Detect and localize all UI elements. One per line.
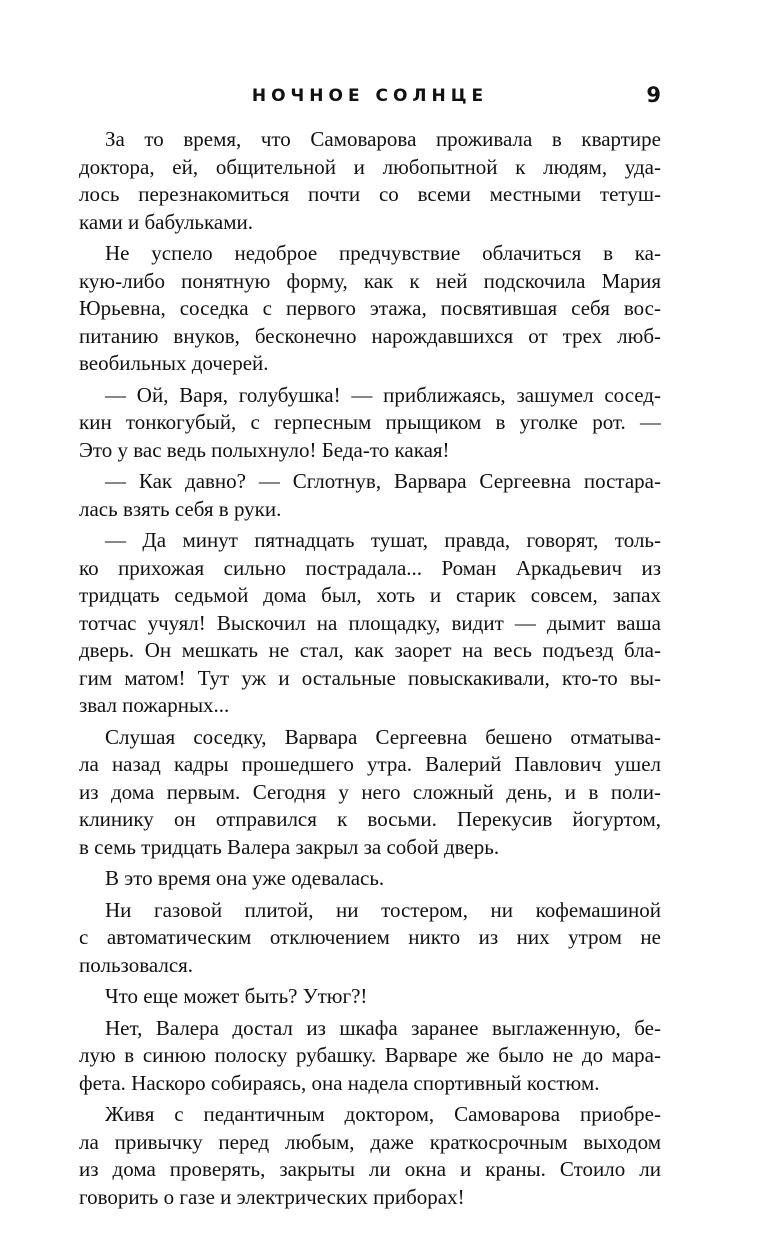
- text-line: ками и бабульками.: [79, 209, 253, 234]
- text-line: Юрьевна, соседка с первого этажа, посвятившая себя вос-: [79, 296, 661, 320]
- text-line: доктора, ей, общительной и любопытной к людям, уда-: [79, 154, 661, 179]
- paragraph: [79, 468, 661, 523]
- paragraph: [79, 382, 661, 465]
- text-line: из дома проверять, закрыты ли окна и краны. Стоило ли: [79, 1157, 661, 1181]
- text-line: гим матом! Тут уж и остальные повыскакивали, кто-то вы-: [79, 665, 661, 690]
- text-line: ла привычку перед любым, даже краткосрочным выходом: [79, 1129, 661, 1154]
- text-line: ла назад кадры прошедшего утра. Валерий Павлович ушел: [79, 752, 661, 776]
- paragraph: [79, 126, 661, 236]
- text-line: лась взять себя в руки.: [79, 496, 282, 521]
- text-line: лось перезнакомиться почти со всеми местными тетуш-: [79, 182, 661, 206]
- paragraph: [79, 865, 661, 893]
- text-line: звал пожарных...: [79, 693, 230, 717]
- text-line: клинику он отправился к восьми. Перекусив йогуртом,: [79, 807, 661, 831]
- text-line: тридцать седьмой дома был, хоть и старик совсем, запах: [79, 583, 661, 607]
- text-line: говорить о газе и электрических приборах!: [79, 1184, 465, 1209]
- text-line: — Как давно? — Сглотнув, Варвара Сергеевна постара-: [105, 469, 661, 493]
- text-line: с автоматическим отключением никто из них утром не: [79, 925, 661, 949]
- text-line: Слушая соседку, Варвара Сергеевна бешено отматыва-: [105, 724, 661, 749]
- body-text: [79, 126, 661, 1215]
- paragraph: [79, 527, 661, 720]
- running-title: НОЧНОЕ СОЛНЦЕ: [251, 86, 489, 106]
- text-line: Нет, Валера достал из шкафа заранее выглаженную, бе-: [105, 1015, 661, 1040]
- page-number: 9: [646, 83, 661, 107]
- paragraph: [79, 724, 661, 862]
- paragraph: [79, 897, 661, 980]
- paragraph: [79, 983, 661, 1011]
- text-line: кин тонкогубый, с герпесным прыщиком в уголке рот. —: [79, 410, 661, 434]
- text-line: из дома первым. Сегодня у него сложный день, и в поли-: [79, 779, 661, 804]
- text-line: Это у вас ведь полыхнуло! Беда-то какая!: [79, 437, 450, 462]
- text-line: лую в синюю полоску рубашку. Варваре же было не до мара-: [79, 1043, 661, 1067]
- text-line: — Ой, Варя, голубушка! — приближаясь, зашумел сосед-: [105, 382, 661, 407]
- text-line: ко прихожая сильно пострадала... Роман Аркадьевич из: [79, 555, 661, 580]
- text-line: питанию внуков, бесконечно нарождавшихся от трех люб-: [79, 323, 661, 348]
- text-line: в семь тридцать Валера закрыл за собой дверь.: [79, 834, 500, 859]
- running-head: [79, 80, 661, 114]
- text-line: За то время, что Самоварова проживала в квартире: [105, 127, 661, 151]
- text-line: тотчас учуял! Выскочил на площадку, видит — дымит ваша: [79, 610, 661, 635]
- text-line: веобильных дочерей.: [79, 351, 269, 375]
- text-line: — Да минут пятнадцать тушат, правда, говорят, толь-: [105, 528, 661, 552]
- text-line: кую-либо понятную форму, как к ней подскочила Мария: [79, 268, 661, 293]
- text-line: Что еще может быть? Утюг?!: [105, 984, 368, 1008]
- text-line: Живя с педантичным доктором, Самоварова приобре-: [105, 1102, 661, 1126]
- paragraph: [79, 1015, 661, 1098]
- text-line: В это время она уже одевалась.: [105, 866, 385, 890]
- text-line: Не успело недоброе предчувствие облачиться в ка-: [105, 241, 661, 265]
- text-line: пользовался.: [79, 952, 194, 977]
- paragraph: [79, 1101, 661, 1211]
- paragraph: [79, 240, 661, 378]
- text-line: Ни газовой плитой, ни тостером, ни кофемашиной: [105, 897, 661, 922]
- text-line: дверь. Он мешкать не стал, как заорет на весь подъезд бла-: [79, 638, 661, 662]
- text-line: фета. Наскоро собираясь, она надела спортивный костюм.: [79, 1070, 600, 1095]
